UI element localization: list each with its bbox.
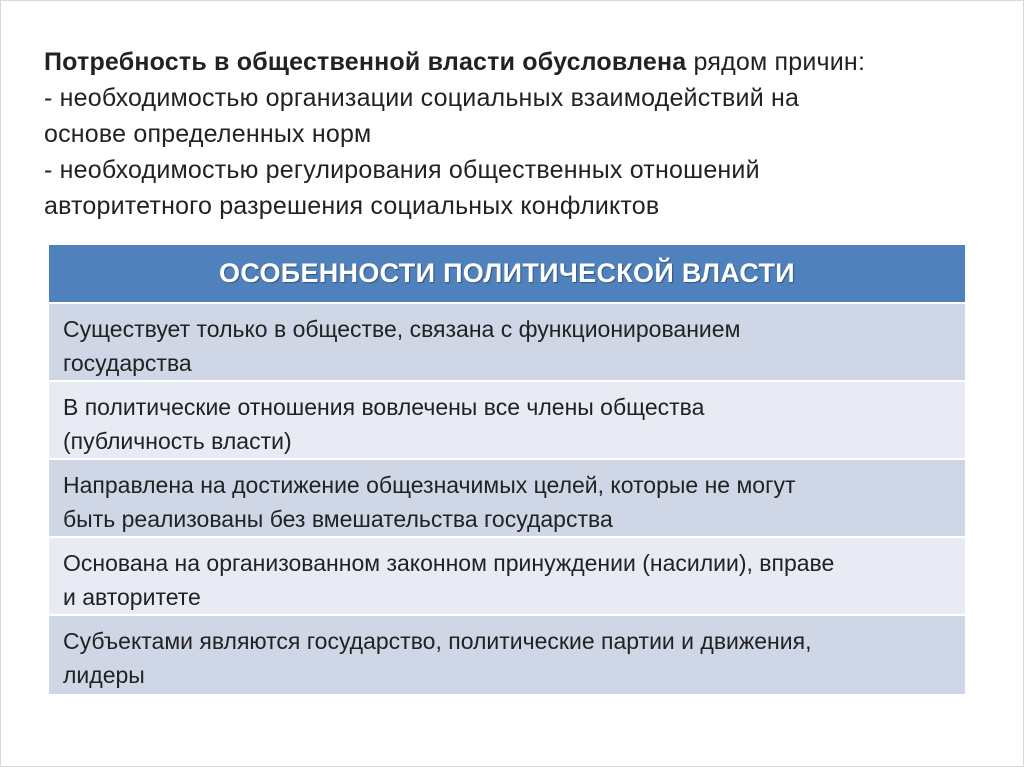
table-row [49, 616, 965, 694]
table-row-line-1: Основана на организованном законном принуждении (насилии), вправе [63, 550, 835, 576]
table-row-line-1: Существует только в обществе, связана с функционированием [63, 316, 741, 342]
intro-line-1 [44, 44, 974, 80]
table-row-line-1: В политические отношения вовлечены все члены общества [63, 394, 705, 420]
table-row-line-2: быть реализованы без вмешательства государства [63, 506, 613, 532]
table-row-line-2: (публичность власти) [63, 428, 292, 454]
table-row-line-2: и авторитете [63, 584, 201, 610]
table-row-line-1: Направлена на достижение общезначимых целей, которые не могут [63, 472, 796, 498]
table-header: ОСОБЕННОСТИ ПОЛИТИЧЕСКОЙ ВЛАСТИ [49, 245, 965, 304]
table-row-line-1: Субъектами являются государство, политические партии и движения, [63, 628, 812, 654]
intro-line-5: авторитетного разрешения социальных конфликтов [44, 192, 660, 220]
table-row [49, 538, 965, 616]
intro-bold-text: Потребность в общественной власти обусловлена [44, 48, 687, 76]
intro-line-4: - необходимостью регулирования общественных отношений [44, 156, 760, 184]
table-row [49, 304, 965, 382]
intro-line-2: - необходимостью организации социальных взаимодействий на [44, 84, 800, 112]
features-table [49, 245, 965, 694]
intro-text [44, 44, 974, 224]
table-row-line-2: лидеры [63, 662, 145, 688]
table-row [49, 460, 965, 538]
table-row [49, 382, 965, 460]
table-row-line-2: государства [63, 350, 192, 376]
intro-normal-text: рядом причин: [686, 48, 866, 76]
intro-line-3: основе определенных норм [44, 120, 372, 148]
